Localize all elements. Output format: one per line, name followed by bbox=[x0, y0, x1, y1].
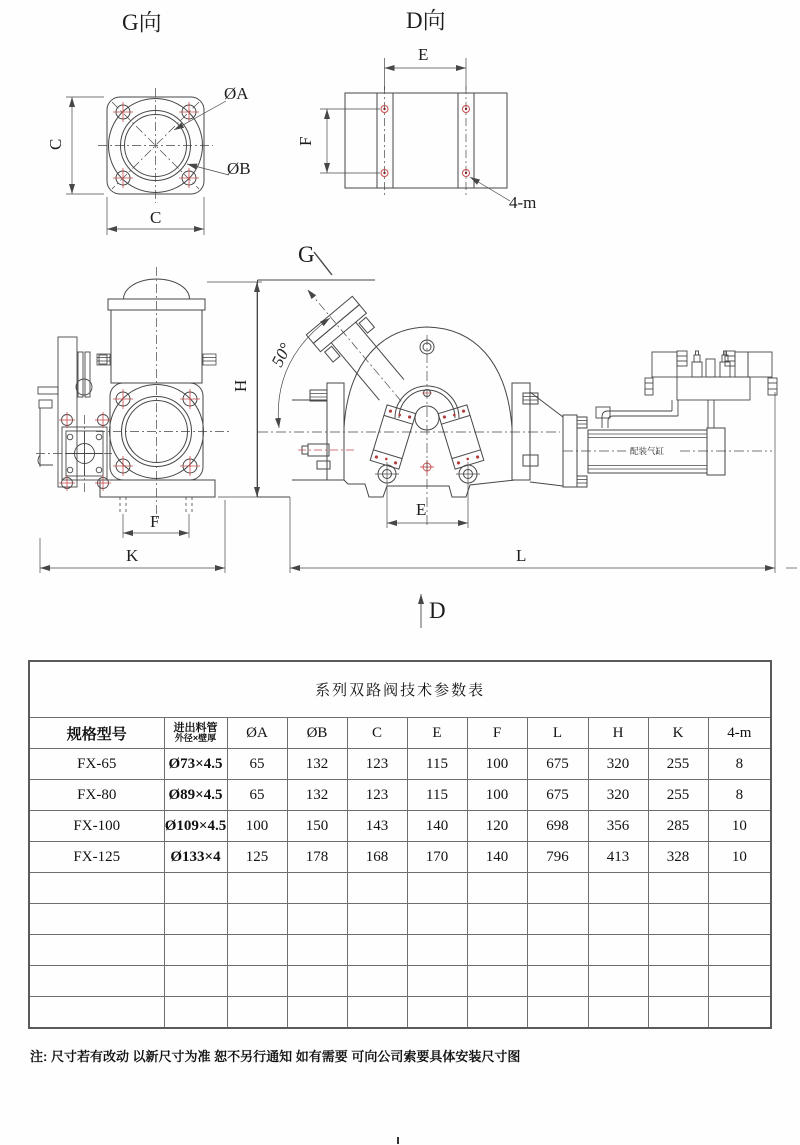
cell-value: 132 bbox=[287, 780, 347, 811]
cell-value: 255 bbox=[648, 780, 708, 811]
d-view-holes bbox=[381, 106, 470, 177]
cell-value: 100 bbox=[467, 749, 527, 780]
cell-value: 675 bbox=[527, 749, 588, 780]
d-view bbox=[296, 8, 536, 212]
cell-value: 168 bbox=[347, 842, 407, 873]
bottom-tick-mark bbox=[397, 1137, 399, 1144]
header-pipe bbox=[164, 718, 227, 749]
side-view-body bbox=[292, 327, 563, 497]
cell-value: 115 bbox=[407, 780, 467, 811]
side-view-dim-l bbox=[290, 392, 797, 573]
d-view-dim-f bbox=[320, 109, 380, 173]
g-view-centerlines bbox=[98, 88, 213, 203]
side-view-foot-bolts bbox=[375, 460, 480, 486]
d-direction-label: D bbox=[429, 598, 446, 623]
cell-value: 125 bbox=[227, 842, 287, 873]
cell-value: 796 bbox=[527, 842, 588, 873]
side-view-gland-left bbox=[370, 405, 416, 469]
cell-value: 10 bbox=[708, 811, 771, 842]
cell-value: 178 bbox=[287, 842, 347, 873]
header-model: 规格型号 bbox=[29, 718, 164, 749]
g-view bbox=[46, 10, 251, 235]
cell-value: 285 bbox=[648, 811, 708, 842]
cell-value: 328 bbox=[648, 842, 708, 873]
front-view-left-assembly bbox=[38, 337, 111, 491]
cell-value: 120 bbox=[467, 811, 527, 842]
cell-value: 143 bbox=[347, 811, 407, 842]
bore-diameter-label: ØA bbox=[224, 84, 249, 103]
table-header-row bbox=[29, 718, 771, 749]
table-empty-row bbox=[29, 873, 771, 904]
header-f: F bbox=[467, 718, 527, 749]
cell-value: 170 bbox=[407, 842, 467, 873]
side-view-gland-right bbox=[438, 405, 484, 469]
cell-value: 698 bbox=[527, 811, 588, 842]
table-title: 系列双路阀技术参数表 bbox=[29, 661, 771, 718]
side-view-dim-e-label: E bbox=[416, 500, 427, 519]
cell-value: 123 bbox=[347, 780, 407, 811]
bolt-circle-label: ØB bbox=[227, 159, 251, 178]
g-view-dim-c-bottom-label: C bbox=[150, 208, 162, 227]
cell-value: 320 bbox=[588, 749, 648, 780]
cell-pipe: Ø73×4.5 bbox=[164, 749, 227, 780]
table-empty-row bbox=[29, 966, 771, 997]
cell-pipe: Ø89×4.5 bbox=[164, 780, 227, 811]
side-view-manifold bbox=[596, 351, 777, 428]
front-view-hidden-feet bbox=[120, 497, 192, 512]
header-dia-a: ØA bbox=[227, 718, 287, 749]
table-empty-row bbox=[29, 997, 771, 1029]
cell-value: 140 bbox=[407, 811, 467, 842]
d-view-holes-label: 4-m bbox=[509, 193, 537, 212]
cell-value: 8 bbox=[708, 780, 771, 811]
header-l: L bbox=[527, 718, 588, 749]
cell-value: 356 bbox=[588, 811, 648, 842]
cell-value: 255 bbox=[648, 749, 708, 780]
cell-value: 132 bbox=[287, 749, 347, 780]
cell-value: 320 bbox=[588, 780, 648, 811]
side-view-g-label: G bbox=[298, 242, 315, 267]
cell-value: 100 bbox=[227, 811, 287, 842]
cell-value: 10 bbox=[708, 842, 771, 873]
header-e: E bbox=[407, 718, 467, 749]
d-view-centerlines bbox=[385, 86, 467, 196]
cell-value: 115 bbox=[407, 749, 467, 780]
header-pipe-line1: 进出料管 bbox=[173, 721, 218, 734]
d-view-dim-f-label: F bbox=[296, 136, 315, 146]
front-view-dim-h-label: H bbox=[231, 379, 250, 392]
header-c: C bbox=[347, 718, 407, 749]
table-row bbox=[29, 749, 771, 780]
table-title-row bbox=[29, 661, 771, 718]
front-view-dim-f-label: F bbox=[150, 512, 160, 531]
cylinder-note-label: 配装气缸 bbox=[630, 446, 665, 456]
cell-model: FX-65 bbox=[29, 749, 164, 780]
cell-value: 65 bbox=[227, 749, 287, 780]
side-view-g-leader bbox=[314, 252, 332, 275]
header-h: H bbox=[588, 718, 648, 749]
parameters-table bbox=[28, 660, 772, 1029]
table-row bbox=[29, 842, 771, 873]
front-view-dim-k-label: K bbox=[126, 546, 139, 565]
cell-value: 65 bbox=[227, 780, 287, 811]
side-view-dim-l-label: L bbox=[516, 546, 527, 565]
side-view-dim-e bbox=[387, 486, 468, 528]
side-view-inlet-stub bbox=[284, 270, 424, 420]
header-4m: 4-m bbox=[708, 718, 771, 749]
cell-value: 8 bbox=[708, 749, 771, 780]
header-pipe-line2: 外径×壁厚 bbox=[174, 733, 217, 744]
table-empty-row bbox=[29, 904, 771, 935]
cell-value: 150 bbox=[287, 811, 347, 842]
cell-value: 123 bbox=[347, 749, 407, 780]
table-row bbox=[29, 780, 771, 811]
table-row bbox=[29, 811, 771, 842]
footnote: 注: 尺寸若有改动 以新尺寸为准 恕不另行通知 如有需要 可向公司索要具体安装尺寸图 bbox=[30, 1049, 521, 1064]
d-view-dim-e-label: E bbox=[418, 45, 429, 64]
cell-value: 100 bbox=[467, 780, 527, 811]
side-view-angle-label: 50° bbox=[267, 339, 296, 370]
g-view-dim-c-left-label: C bbox=[46, 138, 65, 150]
header-k: K bbox=[648, 718, 708, 749]
cell-model: FX-125 bbox=[29, 842, 164, 873]
side-view bbox=[258, 242, 798, 628]
cell-value: 140 bbox=[467, 842, 527, 873]
header-dia-b: ØB bbox=[287, 718, 347, 749]
table-empty-row bbox=[29, 935, 771, 966]
cell-value: 413 bbox=[588, 842, 648, 873]
side-view-centerlines bbox=[258, 335, 772, 528]
front-view bbox=[36, 267, 262, 573]
d-view-holes-leader bbox=[470, 177, 510, 201]
cell-model: FX-100 bbox=[29, 811, 164, 842]
d-view-title: D向 bbox=[406, 8, 446, 33]
g-view-title: G向 bbox=[122, 10, 162, 35]
cell-value: 675 bbox=[527, 780, 588, 811]
cell-model: FX-80 bbox=[29, 780, 164, 811]
side-view-angle-arc bbox=[278, 318, 330, 428]
cell-pipe: Ø109×4.5 bbox=[164, 811, 227, 842]
cell-pipe: Ø133×4 bbox=[164, 842, 227, 873]
